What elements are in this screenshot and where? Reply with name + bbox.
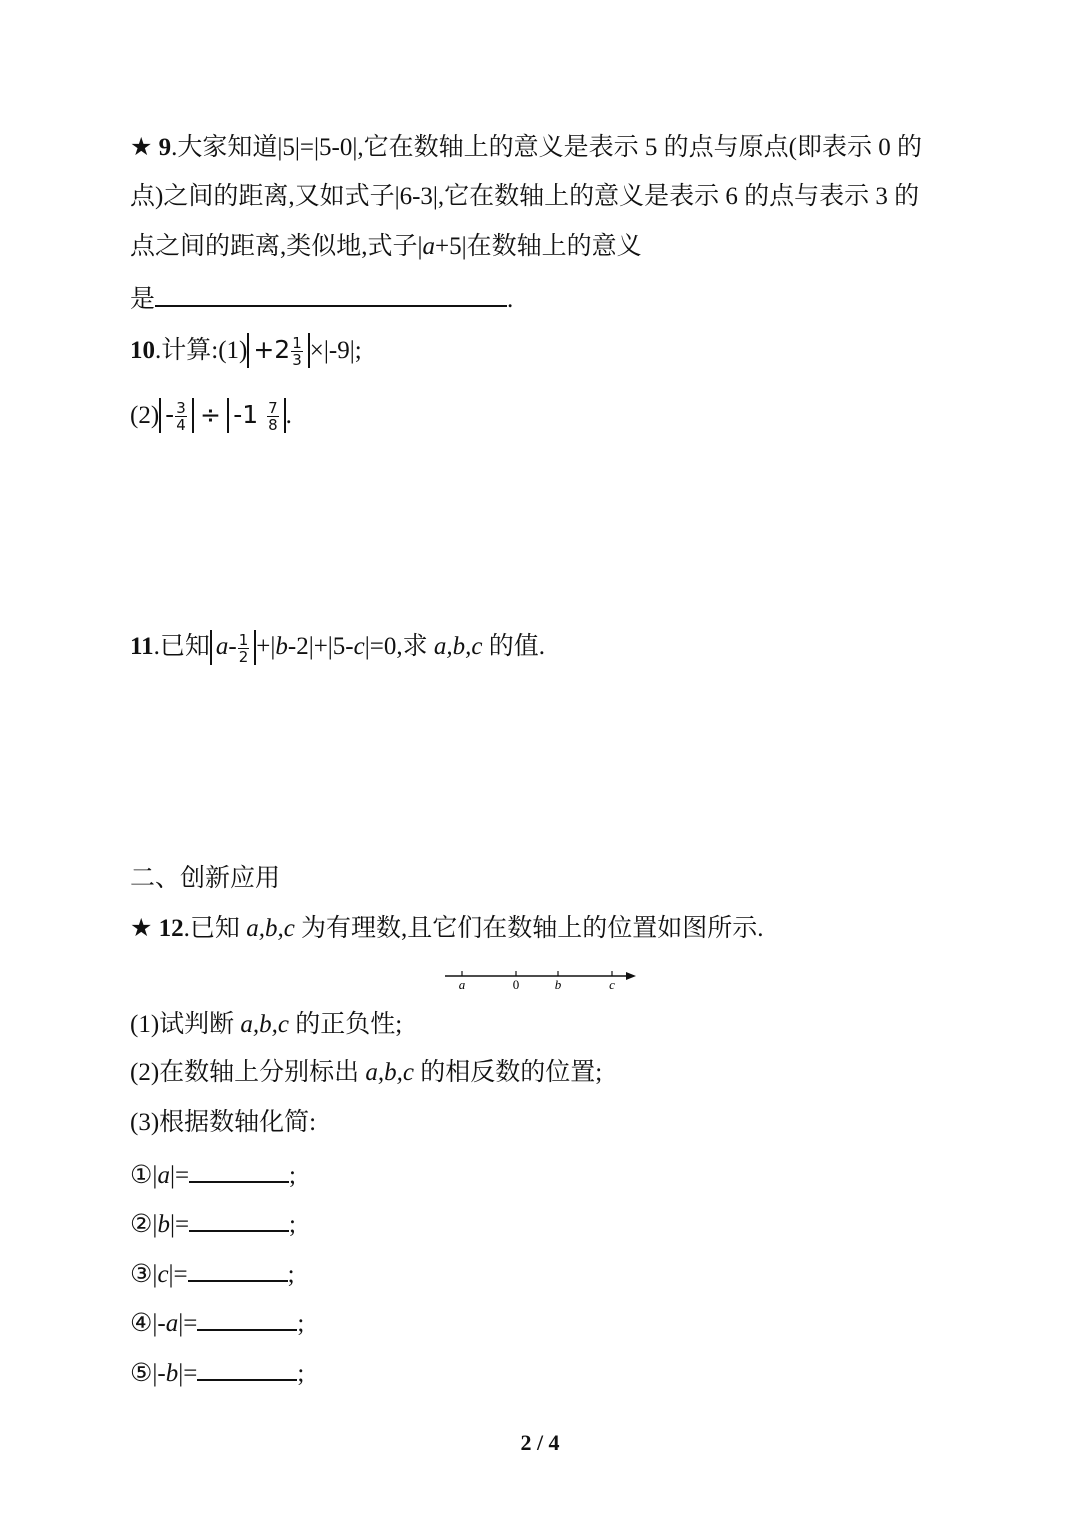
star-icon: ★ <box>130 134 153 161</box>
q10-number: 10 <box>130 337 155 364</box>
q12-part1: (1)试判断 a,b,c 的正负性; <box>130 1011 403 1038</box>
fraction: $\frac{7}{8}$ <box>268 398 278 434</box>
q9-line4: 是 . <box>130 279 513 317</box>
arrow-icon <box>626 972 636 980</box>
q9-line2: 点)之间的距离,又如式子|6-3|,它在数轴上的意义是表示 6 的点与表示 3 的 <box>130 183 920 210</box>
abs-expression: - $\frac{3}{4}$ <box>159 398 194 433</box>
q12-item: ③|c|= ; <box>130 1254 295 1292</box>
answer-blank[interactable] <box>189 1204 289 1232</box>
abs-expression: -1 $\frac{7}{8}$ <box>227 398 285 433</box>
q12-item: ①|a|= ; <box>130 1155 296 1193</box>
star-icon: ★ <box>130 915 153 942</box>
answer-blank[interactable] <box>188 1254 288 1282</box>
q10-part1: 10.计算:(1) +2 $\frac{1}{3}$ ×|-9|; <box>130 333 362 369</box>
answer-blank[interactable] <box>197 1303 297 1331</box>
answer-blank[interactable] <box>189 1155 289 1183</box>
q9-line3: 点之间的距离,类似地,式子|a+5|在数轴上的意义 <box>130 233 642 260</box>
fraction: $\frac{1}{2}$ <box>238 630 249 666</box>
q12-item: ②|b|= ; <box>130 1204 296 1242</box>
q9-number: 9 <box>158 134 172 161</box>
abs-expression: +2 $\frac{1}{3}$ <box>247 333 309 368</box>
q12-item: ④|-a|= ; <box>130 1303 304 1341</box>
q12-intro: ★ 12.已知 a,b,c 为有理数,且它们在数轴上的位置如图所示. <box>130 915 764 942</box>
axis-label-b: b <box>554 977 562 992</box>
page-number: 2 / 4 <box>520 1430 560 1455</box>
q12-part2: (2)在数轴上分别标出 a,b,c 的相反数的位置; <box>130 1059 603 1086</box>
section-title: 二、创新应用 <box>130 865 281 892</box>
fraction: $\frac{1}{3}$ <box>292 333 302 369</box>
q11-number: 11 <box>130 633 154 660</box>
answer-blank[interactable] <box>155 279 507 307</box>
axis-label-a: a <box>458 977 466 992</box>
q11-line: 11.已知 a- $\frac{1}{2}$ +|b-2|+|5-c|=0,求 a,b,c 的值. <box>130 630 545 666</box>
q12-number: 12 <box>158 915 184 942</box>
number-line <box>440 964 640 994</box>
q9-line1 <box>130 131 922 165</box>
axis-label-0: 0 <box>512 977 520 992</box>
fraction: $\frac{3}{4}$ <box>176 398 186 434</box>
q12-item: ⑤|-b|= ; <box>130 1353 304 1391</box>
q10-part2: (2) - $\frac{3}{4}$ ÷ -1 $\frac{7}{8}$ . <box>130 398 292 434</box>
axis-label-c: c <box>609 977 615 992</box>
q12-part3: (3)根据数轴化简: <box>130 1109 317 1136</box>
answer-blank[interactable] <box>197 1353 297 1381</box>
q9-text-1: .大家知道|5|=|5-0|,它在数轴上的意义是表示 5 的点与原点(即表示 0 的 <box>171 134 922 161</box>
abs-expression: a- $\frac{1}{2}$ <box>210 630 256 665</box>
